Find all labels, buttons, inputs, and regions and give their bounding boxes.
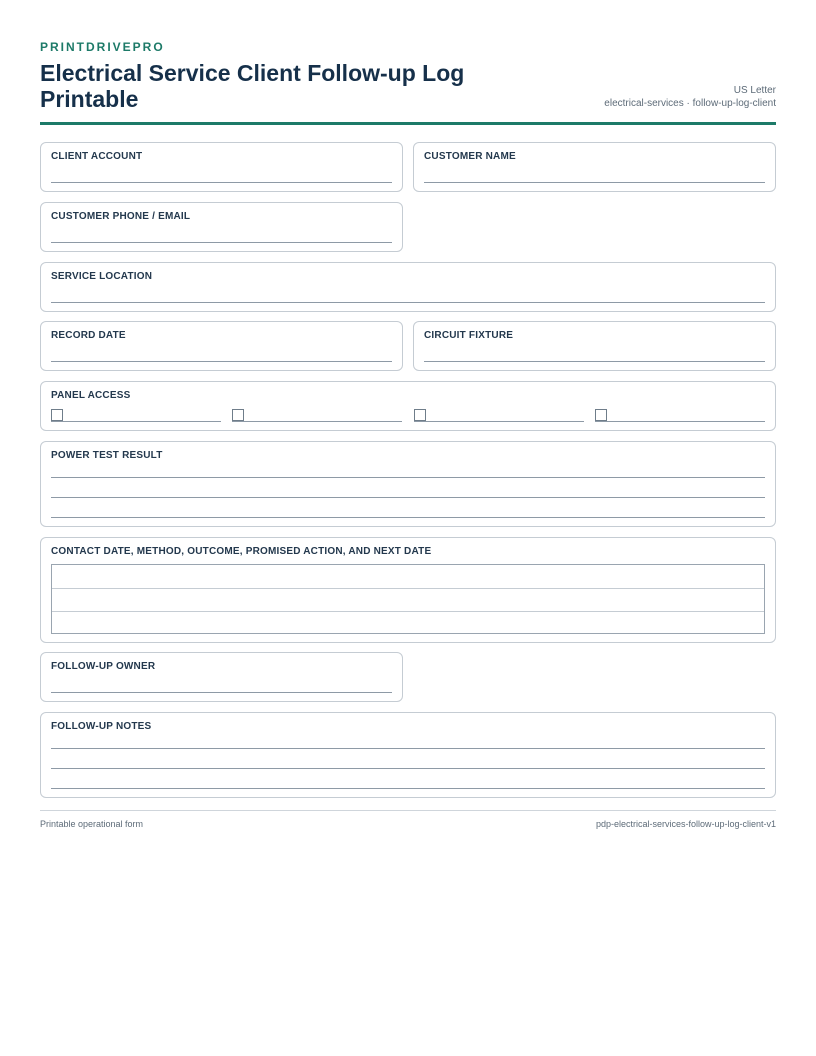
footer-form-id: pdp-electrical-services-follow-up-log-client-v1 bbox=[595, 819, 776, 829]
checkbox[interactable] bbox=[51, 409, 63, 421]
option-write-line[interactable] bbox=[51, 421, 221, 422]
follow-up-owner-field bbox=[40, 652, 403, 702]
service-location-label: SERVICE LOCATION bbox=[51, 271, 153, 282]
page-meta bbox=[604, 84, 776, 110]
power-test-result-line[interactable] bbox=[51, 477, 765, 478]
follow-up-owner-label: FOLLOW-UP OWNER bbox=[51, 661, 156, 672]
follow-up-notes-line[interactable] bbox=[51, 748, 765, 749]
follow-up-notes-line[interactable] bbox=[51, 788, 765, 789]
table-row-divider bbox=[52, 611, 764, 612]
client-account-field bbox=[40, 142, 403, 192]
customer-contact-label: CUSTOMER PHONE / EMAIL bbox=[51, 211, 191, 222]
circuit-fixture-label: CIRCUIT FIXTURE bbox=[424, 330, 514, 341]
record-date-field bbox=[40, 321, 403, 371]
customer-name-field bbox=[413, 142, 776, 192]
customer-contact-field bbox=[40, 202, 403, 252]
option-write-line[interactable] bbox=[232, 421, 402, 422]
client-account-label: CLIENT ACCOUNT bbox=[51, 151, 143, 162]
table-row-divider bbox=[52, 588, 764, 589]
service-location-input-line[interactable] bbox=[51, 302, 765, 303]
paper-size: US Letter bbox=[733, 85, 776, 96]
service-location-field bbox=[40, 262, 776, 312]
power-test-result-line[interactable] bbox=[51, 517, 765, 518]
panel-access-label: PANEL ACCESS bbox=[51, 390, 131, 401]
page-title: Electrical Service Client Follow-up Log Printable bbox=[40, 60, 465, 112]
customer-name-input-line[interactable] bbox=[424, 182, 765, 183]
header-rule bbox=[40, 122, 776, 125]
panel-access-option bbox=[595, 409, 765, 423]
contact-log-label: CONTACT DATE, METHOD, OUTCOME, PROMISED ACTION, AND NEXT DATE bbox=[51, 546, 432, 557]
contact-log-field bbox=[40, 537, 776, 643]
follow-up-notes-field bbox=[40, 712, 776, 798]
customer-contact-input-line[interactable] bbox=[51, 242, 392, 243]
record-date-input-line[interactable] bbox=[51, 361, 392, 362]
footer-rule bbox=[40, 810, 776, 811]
panel-access-option bbox=[414, 409, 584, 423]
power-test-result-field bbox=[40, 441, 776, 527]
option-write-line[interactable] bbox=[414, 421, 584, 422]
contact-log-table bbox=[51, 564, 765, 634]
option-write-line[interactable] bbox=[595, 421, 765, 422]
panel-access-option bbox=[51, 409, 221, 423]
circuit-fixture-input-line[interactable] bbox=[424, 361, 765, 362]
follow-up-notes-line[interactable] bbox=[51, 768, 765, 769]
power-test-result-label: POWER TEST RESULT bbox=[51, 450, 163, 461]
brand-name: PRINTDRIVEPRO bbox=[40, 40, 165, 54]
checkbox[interactable] bbox=[232, 409, 244, 421]
client-account-input-line[interactable] bbox=[51, 182, 392, 183]
customer-name-label: CUSTOMER NAME bbox=[424, 151, 516, 162]
circuit-fixture-field bbox=[413, 321, 776, 371]
panel-access-field bbox=[40, 381, 776, 431]
document-tags: electrical-services · follow-up-log-client bbox=[604, 98, 776, 109]
checkbox[interactable] bbox=[595, 409, 607, 421]
follow-up-owner-input-line[interactable] bbox=[51, 692, 392, 693]
follow-up-notes-label: FOLLOW-UP NOTES bbox=[51, 721, 152, 732]
panel-access-option bbox=[232, 409, 402, 423]
footer-left-text: Printable operational form bbox=[40, 819, 144, 829]
checkbox[interactable] bbox=[414, 409, 426, 421]
power-test-result-line[interactable] bbox=[51, 497, 765, 498]
record-date-label: RECORD DATE bbox=[51, 330, 126, 341]
